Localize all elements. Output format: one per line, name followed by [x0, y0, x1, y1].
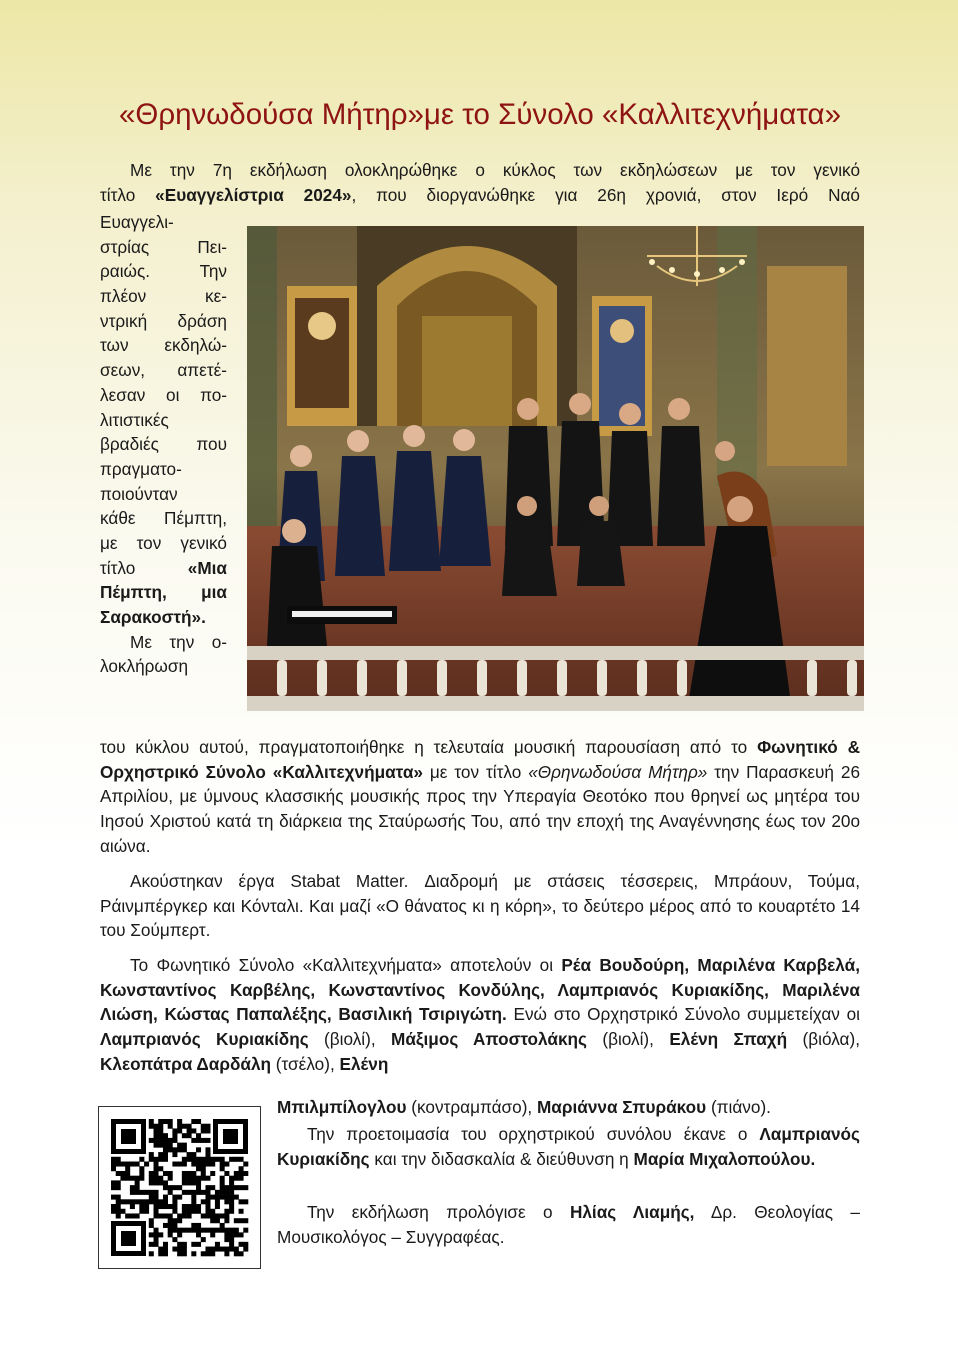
- narrow-line: ποιούνταν: [100, 483, 178, 504]
- narrow-line: λοκλήρωση: [100, 656, 189, 677]
- intro-line-1: Με την 7η εκδήλωση ολοκληρώθηκε ο κύκλος των εκδηλώσεων με τον γενικό: [130, 160, 860, 180]
- paragraph-5: Την εκδήλωση προλόγισε ο Ηλίας Λιαμής, Δρ. Θεολογίας – Μουσικολόγος – Συγγραφέας.: [277, 1202, 860, 1247]
- article-title: «Θρηνωδούσα Μήτηρ»με το Σύνολο «Καλλιτεχνήματα»: [118, 98, 842, 131]
- narrow-line: ραιώς. Την: [100, 261, 227, 282]
- narrow-line: λιτιστικές: [100, 409, 169, 430]
- narrow-line-bold: τίτλο «Μια: [100, 557, 227, 578]
- choir-concert-photo: [247, 226, 864, 711]
- narrow-column-text: [100, 210, 227, 679]
- narrow-line: πραγματο-: [100, 458, 182, 479]
- narrow-line: πλέον κε-: [100, 286, 227, 307]
- qr-code: [98, 1106, 261, 1269]
- narrow-line: Ευαγγελι-: [100, 212, 174, 232]
- paragraph-1: του κύκλου αυτού, πραγματοποιήθηκε η τελευταία μουσική παρουσίαση από το Φωνητικό & Ορχηστρικό Σύνολο «Καλλιτεχνήματα» με τον τίτλο «Θρηνωδούσα Μήτηρ» την Παρασκευή 26 Απριλίου, με ύμνους κλασσικής μουσικής προς την Υπεραγία Θεοτόκο που θρηνεί ως μητέρα του Ιησού Χριστού κατά τη διάρκεια της Σταύρωσής Του, από την εποχή της Αναγέννησης έως τον 20ο αιώνα.: [100, 737, 861, 856]
- intro-line-2: τίτλο «Ευαγγελίστρια 2024», που διοργανώθηκε για 26η χρονιά, στον Ιερό Ναό: [100, 185, 860, 205]
- paragraph-3-end: Μπιλμπίλογλου (κοντραμπάσο), Μαριάννα Σπυράκου (πιάνο).: [277, 1097, 771, 1117]
- narrow-line: στρίας Πει-: [100, 236, 227, 257]
- paragraph-4: Την προετοιμασία του ορχηστρικού συνόλου έκανε ο Λαμπριανός Κυριακίδης και την διδασκαλία & διεύθυνση η Μαρία Μιχαλοπούλου.: [277, 1124, 860, 1169]
- narrow-line: σεων, απετέ-: [100, 360, 227, 381]
- narrow-line: κάθε Πέμπτη,: [100, 508, 227, 529]
- narrow-line-bold: Σαρακοστή».: [100, 607, 206, 627]
- narrow-line: λεσαν οι πο-: [100, 384, 227, 405]
- paragraph-3: Το Φωνητικό Σύνολο «Καλλιτεχνήματα» αποτελούν οι Ρέα Βουδούρη, Μαριλένα Καρβελά, Κωνσταντίνος Καρβέλης, Κωνσταντίνος Κονδύλης, Λαμπριανός Κυριακίδης, Μαριλένα Λιώση, Κώστας Παπαλέξης, Βασιλική Τσιριγώτη. Ενώ στο Ορχηστρικό Σύνολο συμμετείχαν οι Λαμπριανός Κυριακίδης (βιολί), Μάξιμος Αποστολάκης (βιολί), Ελένη Σπαχή (βιόλα), Κλεοπάτρα Δαρδάλη (τσέλο), Ελένη: [100, 955, 860, 1074]
- narrow-line: βραδιές που: [100, 434, 227, 455]
- narrow-line: Με την ο-: [130, 631, 227, 652]
- narrow-line: με τον γενικό: [100, 532, 227, 553]
- narrow-line: των εκδηλώ-: [100, 335, 227, 356]
- narrow-line-bold: Πέμπτη, μια: [100, 582, 227, 603]
- paragraph-2: Ακούστηκαν έργα Stabat Matter. Διαδρομή με στάσεις τέσσερεις, Μπράουν, Τούμα, Ράινμπέργκερ και Κόνταλι. Και μαζί «Ο θάνατος κι η κόρη», το δεύτερο μέρος από το κουαρτέτο 14 του Σούμπερτ.: [100, 871, 860, 941]
- narrow-line: ντρική δράση: [100, 310, 227, 331]
